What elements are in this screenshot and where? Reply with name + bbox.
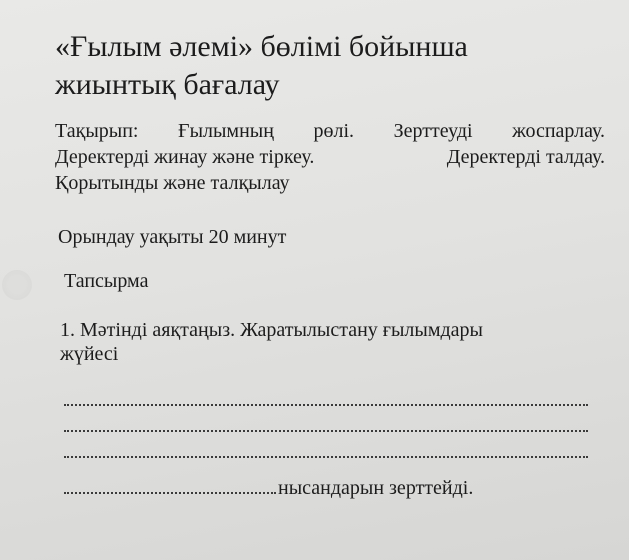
topic-row-3 bbox=[55, 170, 605, 196]
topic-word: Зерттеуді bbox=[393, 120, 473, 142]
topic-word: Ғылымның bbox=[178, 120, 274, 142]
task-1-line-1: 1. Мәтінді аяқтаңыз. Жаратылыстану ғылымдары bbox=[60, 319, 483, 341]
title-line-1: «Ғылым әлемі» бөлімі бойынша bbox=[55, 30, 468, 63]
answer-line[interactable] bbox=[64, 430, 588, 432]
answer-line[interactable] bbox=[64, 456, 588, 458]
answer-blank[interactable] bbox=[64, 476, 276, 494]
topic-text: Деректерді жинау және тіркеу. bbox=[55, 146, 315, 168]
topic-block bbox=[55, 118, 605, 196]
topic-row-2 bbox=[55, 144, 605, 170]
topic-text: Қорытынды және талқылау bbox=[55, 172, 290, 194]
page-title bbox=[55, 28, 595, 104]
topic-text: Деректерді талдау. bbox=[446, 146, 605, 168]
task-heading: Тапсырма bbox=[64, 270, 149, 292]
title-line-2: жиынтық бағалау bbox=[55, 68, 280, 101]
margin-mark bbox=[2, 270, 32, 300]
answer-final-line bbox=[64, 476, 473, 500]
topic-label: Тақырып: bbox=[55, 120, 139, 142]
answer-line[interactable] bbox=[64, 404, 588, 406]
task-1-ending: нысандарын зерттейді. bbox=[278, 477, 474, 499]
topic-word: рөлі. bbox=[313, 120, 355, 142]
duration-text: Орындау уақыты 20 минут bbox=[58, 226, 287, 248]
task-1-prompt bbox=[60, 318, 600, 366]
task-1-line-2: жүйесі bbox=[60, 343, 119, 365]
topic-row-1 bbox=[55, 118, 605, 144]
topic-word: жоспарлау. bbox=[512, 120, 605, 142]
